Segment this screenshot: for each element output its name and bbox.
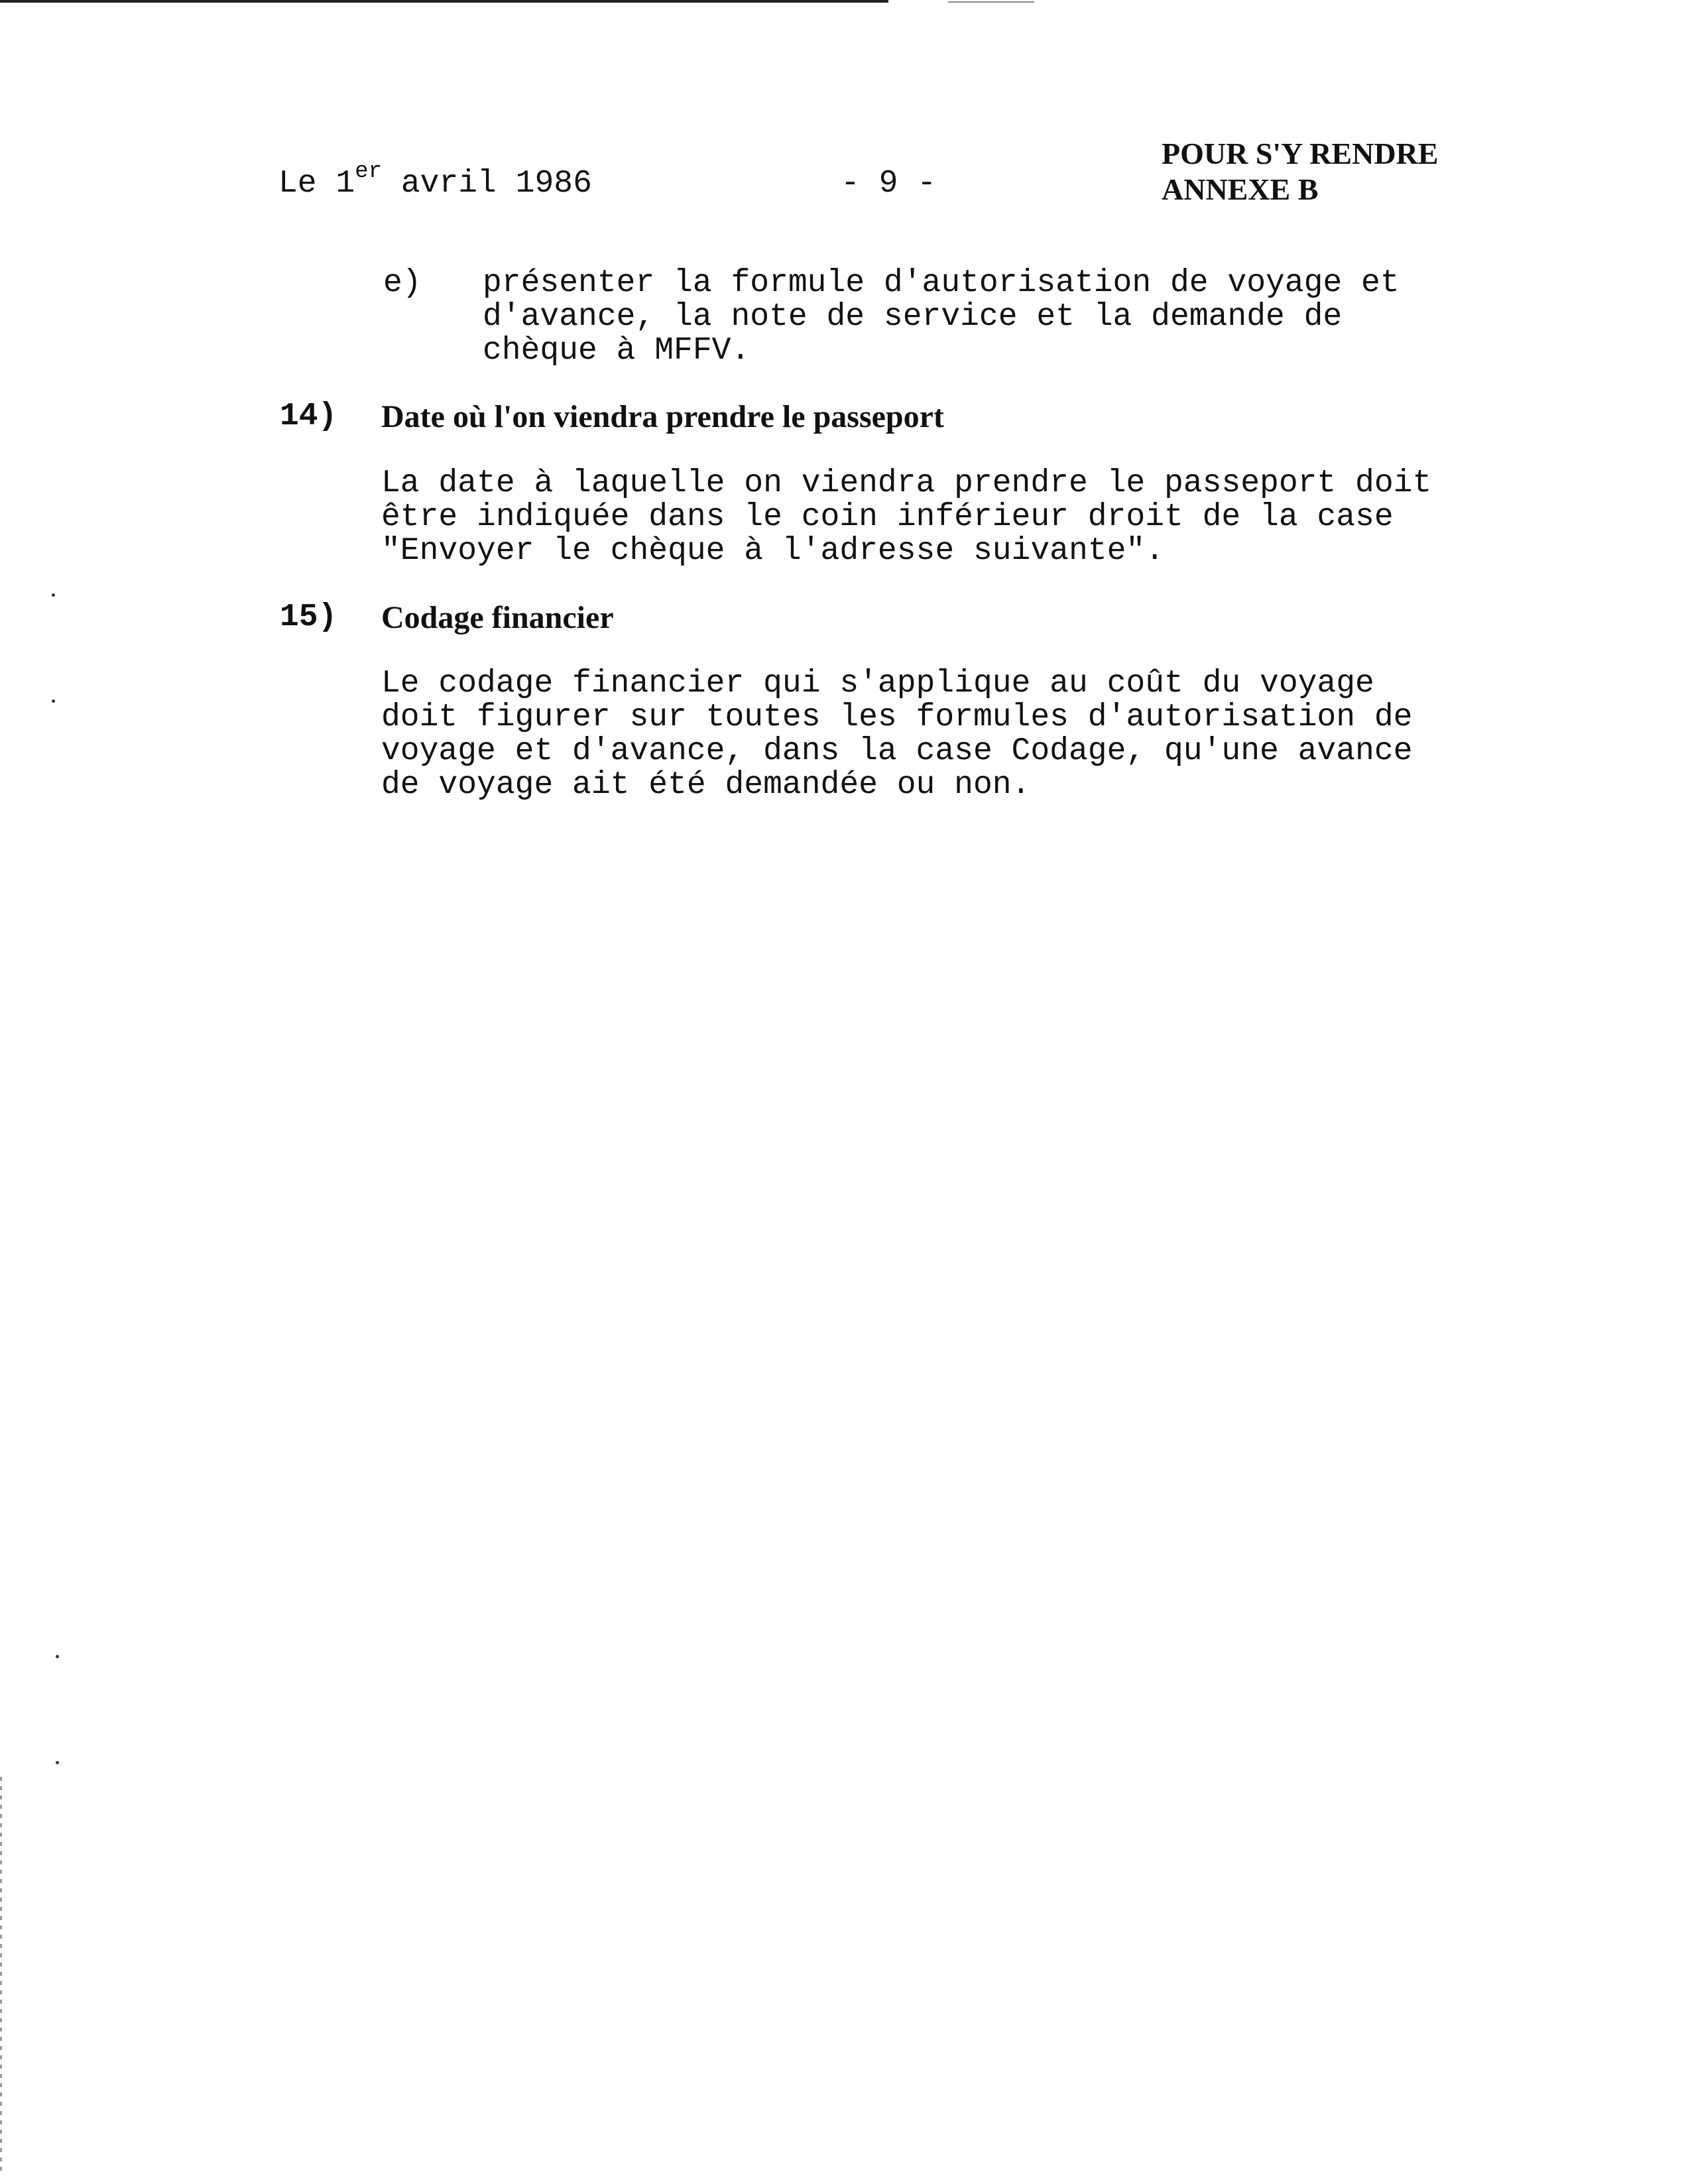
section-15-number: 15) [280,599,337,635]
item-e-label: e) [383,265,422,301]
header-annex-line2: ANNEXE B [1162,172,1319,206]
scan-left-edge [0,1777,2,2175]
page-number: - 9 - [841,166,937,202]
scan-speck [56,1761,59,1764]
section-14-body: La date à laquelle on viendra prendre le passeport doit être indiquée dans le coin inférieur droit de la case "Envoyer le chèque à l'adresse suivante". [381,465,1432,569]
scan-speck [52,699,55,703]
section-15-body: Le codage financier qui s'applique au coût du voyage doit figurer sur toutes les formules d'autorisation de voyage et d'avance, dans la case Codage, qu'une avance de voyage ait été demandée ou non. [381,666,1413,803]
scan-edge-line [0,0,888,3]
scan-speck [56,1655,59,1658]
header-annex [1162,136,1438,208]
section-14-title: Date où l'on viendra prendre le passeport [381,399,944,434]
scan-speck [52,593,55,597]
header-date-prefix: Le 1 [278,166,355,202]
header-annex-line1: POUR S'Y RENDRE [1162,137,1439,170]
header-date [278,159,592,202]
item-e-text: présenter la formule d'autorisation de voyage et d'avance, la note de service et la demande de chèque à MFFV. [483,265,1400,369]
section-15-title: Codage financier [381,600,614,635]
header-date-superscript: er [355,159,383,184]
header-date-suffix: avril 1986 [382,166,592,202]
scan-edge-mark [948,1,1034,3]
section-14-number: 14) [280,398,337,434]
